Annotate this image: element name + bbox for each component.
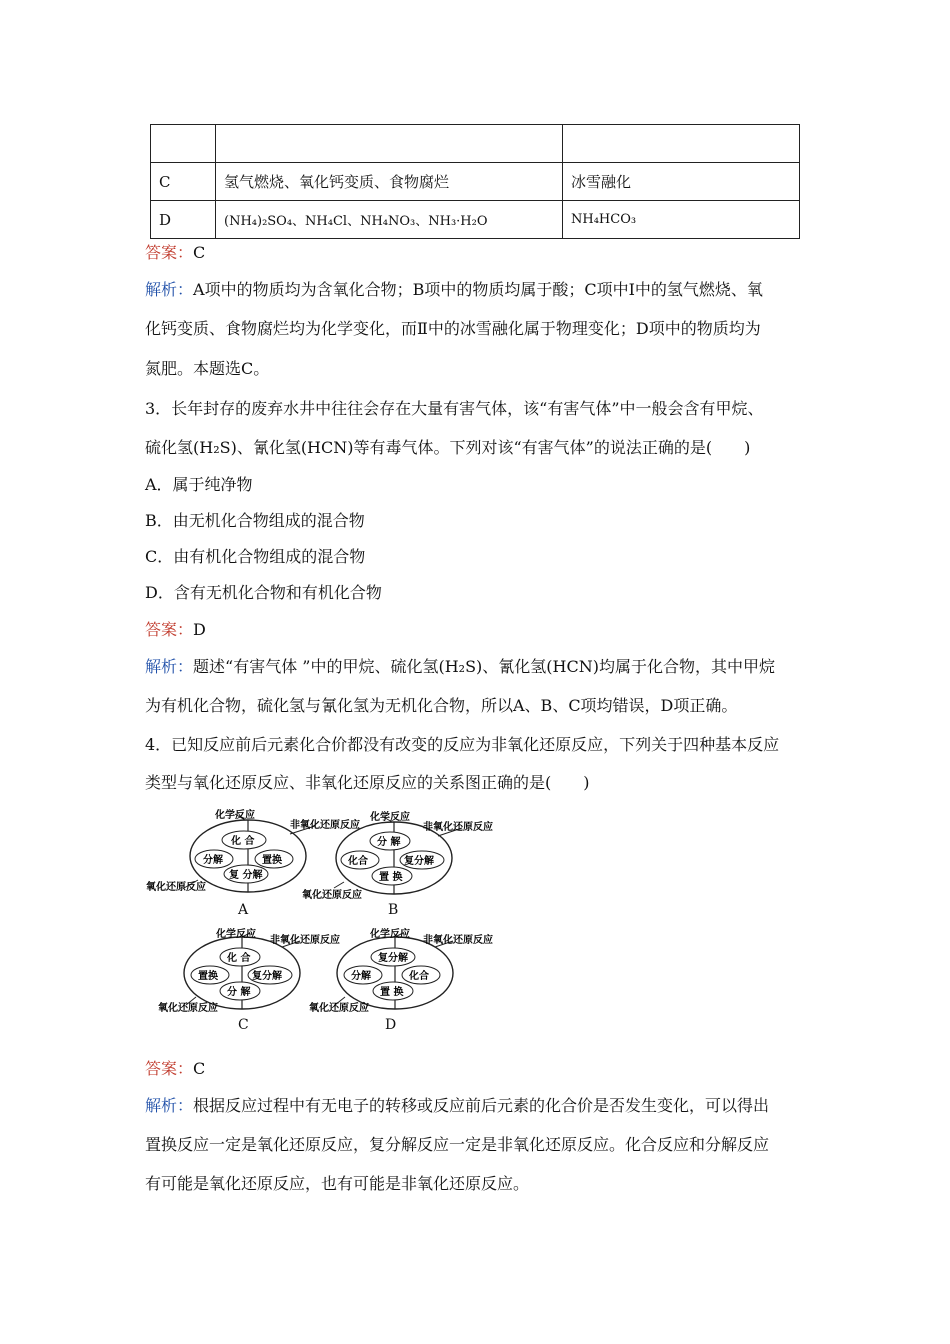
chem-label: 化学反应 [215,810,255,821]
q3-answer [145,619,206,641]
table-cell [151,125,216,163]
q3-stem-line: 3．长年封存的废弃水井中往往会存在大量有害气体，该“有害气体”中一般会含有甲烷、 [145,399,764,418]
term: 分 解 [227,987,251,998]
q4-stem-line: 类型与氧化还原反应、非氧化还原反应的关系图正确的是( ) [145,773,590,792]
answer-value: D [193,620,206,639]
term: 置 换 [380,987,404,998]
diagram-label-a: A [238,902,249,918]
q4-analysis-line [145,1095,769,1117]
diagram-label-b: B [388,902,399,918]
term: 化 合 [227,953,251,964]
diagram-d-svg [295,925,525,1025]
table-row [151,125,800,163]
q3-option-d: D．含有无机化合物和有机化合物 [145,583,382,602]
answer-label: 答案： [145,243,194,262]
chem-label: 化学反应 [370,812,410,823]
q2-analysis-line: 氮肥。本题选C。 [145,359,270,378]
q2-answer [145,242,205,264]
analysis-label: 解析： [145,280,194,299]
table-cell [216,125,563,163]
term: 分解 [203,855,223,866]
q4-stem-line: 4．已知反应前后元素化合价都没有改变的反应为非氧化还原反应，下列关于四种基本反应 [145,735,780,754]
table-cell: NH₄HCO₃ [563,201,800,239]
term: 分解 [351,971,371,982]
table-cell [563,125,800,163]
answer-label: 答案： [145,1059,194,1078]
term: 分 解 [377,837,401,848]
nonredox-label: 非氧化还原反应 [423,935,493,946]
redox-label: 氧化还原反应 [146,882,206,893]
analysis-text: 根据反应过程中有无电子的转移或反应前后元素的化合价是否发生变化，可以得出 [193,1096,770,1115]
q2-analysis-line: 化钙变质、食物腐烂均为化学变化，而Ⅱ中的冰雪融化属于物理变化；D项中的物质均为 [145,319,761,338]
redox-label: 氧化还原反应 [302,890,362,901]
q4-analysis-line: 有可能是氧化还原反应，也有可能是非氧化还原反应。 [145,1174,530,1193]
chem-label: 化学反应 [216,929,256,940]
analysis-text: 题述“有害气体 ”中的甲烷、硫化氢(H₂S)、氰化氢(HCN)均属于化合物，其中甲烷 [193,657,775,676]
analysis-label: 解析： [145,1096,194,1115]
analysis-label: 解析： [145,657,194,676]
q3-stem-line: 硫化氢(H₂S)、氰化氢(HCN)等有毒气体。下列对该“有害气体”的说法正确的是( ) [145,438,751,457]
term: 复 分解 [229,870,263,881]
q4-answer [145,1058,205,1080]
options-table [150,124,800,239]
table-row [151,201,800,239]
q3-option-a: A．属于纯净物 [145,475,253,494]
q3-option-c: C．由有机化合物组成的混合物 [145,547,366,566]
table-cell: 冰雪融化 [563,163,800,201]
chem-label: 化学反应 [370,929,410,940]
term: 置换 [262,855,282,866]
nonredox-label: 非氧化还原反应 [423,822,493,833]
q3-analysis-line: 为有机化合物，硫化氢与氰化氢为无机化合物，所以A、B、C项均错误，D项正确。 [145,696,738,715]
diagram-d [295,925,525,1033]
table-cell: D [151,201,216,239]
table-cell: (NH₄)₂SO₄、NH₄Cl、NH₄NO₃、NH₃·H₂O [216,201,563,239]
redox-label: 氧化还原反应 [309,1003,369,1014]
answer-value: C [193,243,206,262]
analysis-text: A项中的物质均为含氧化合物；B项中的物质均属于酸；C项中Ⅰ中的氢气燃烧、氧 [193,280,763,299]
term: 复分解 [252,971,282,982]
table-cell: 氢气燃烧、氧化钙变质、食物腐烂 [216,163,563,201]
term: 化 合 [231,836,255,847]
nonredox-label: 非氧化还原反应 [270,935,340,946]
redox-label: 氧化还原反应 [158,1003,218,1014]
term: 置换 [198,971,218,982]
q2-analysis-line [145,279,763,301]
diagram-b-svg [290,808,520,918]
term: 化合 [348,856,368,867]
diagram-label-c: C [238,1017,249,1033]
answer-value: C [193,1059,206,1078]
diagram-label-d: D [385,1017,397,1033]
q4-analysis-line: 置换反应一定是氧化还原反应，复分解反应一定是非氧化还原反应。化合反应和分解反应 [145,1135,770,1154]
diagram-b [290,808,520,922]
term: 置 换 [379,872,403,883]
term: 化合 [409,971,429,982]
term: 复分解 [378,953,408,964]
table-cell: C [151,163,216,201]
q3-analysis-line [145,656,775,678]
nonredox-label: 非氧化还原反应 [290,820,360,831]
term: 复分解 [404,856,434,867]
table-row [151,163,800,201]
answer-label: 答案： [145,620,194,639]
q3-option-b: B．由无机化合物组成的混合物 [145,511,365,530]
